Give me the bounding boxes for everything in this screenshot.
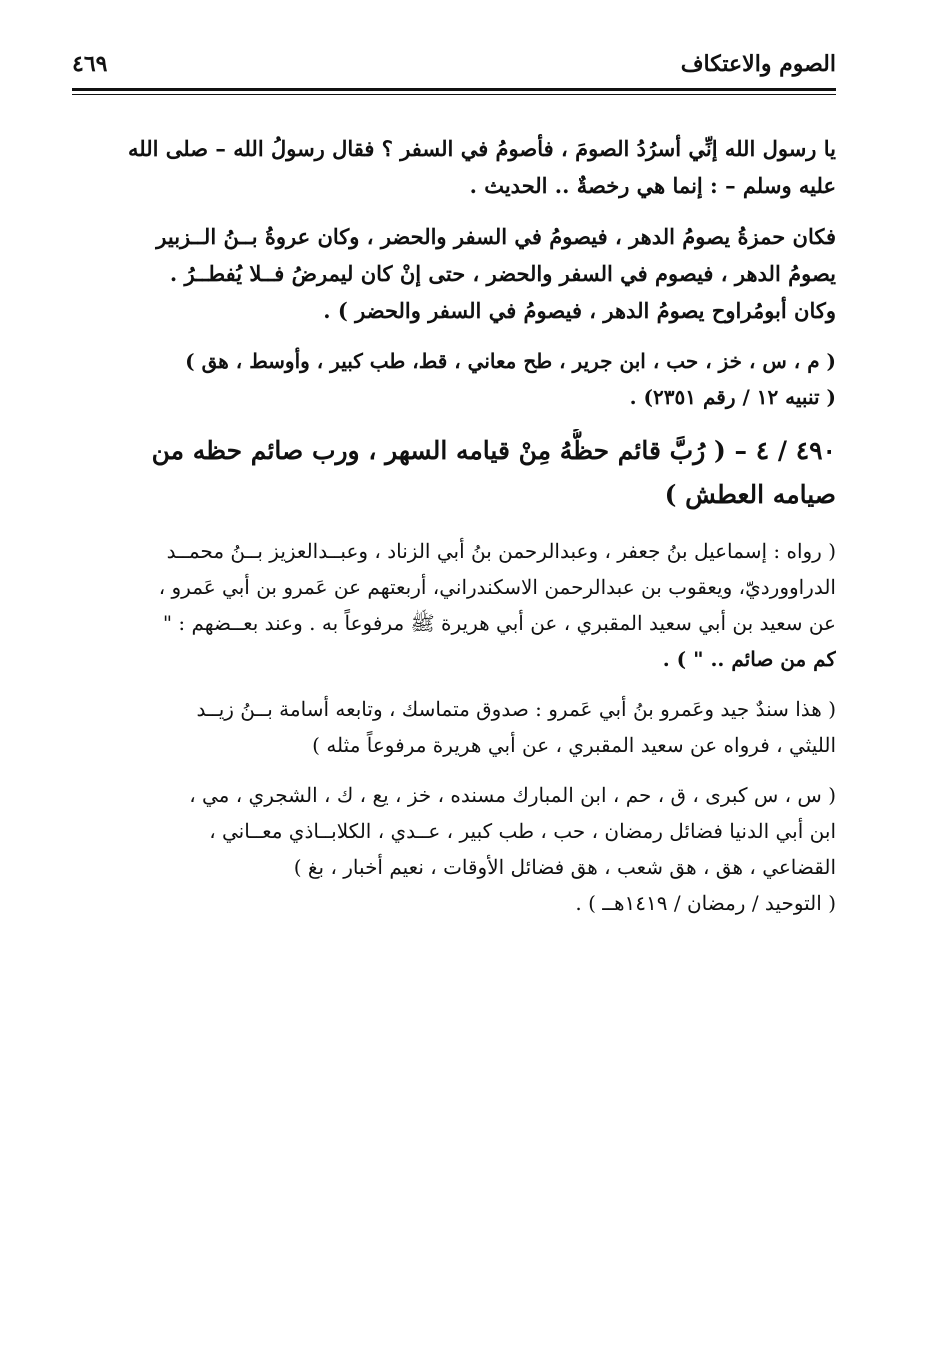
text-line: يا رسول الله إنِّي أسرُدُ الصومَ ، فأصومُ في السفر ؟ فقال رسولُ الله – صلى الله [128,136,836,161]
text-line: وكان أبومُراوح يصومُ الدهر ، فيصومُ في السفر والحضر ) . [323,298,836,323]
text-line: عن سعيد بن أبي سعيد المقبري ، عن أبي هريرة ﷺ مرفوعاً به . وعند بعــضهم : " [162,611,836,635]
text-line: ( هذا سندٌ جيد وعَمرو بنُ أبي عَمرو : صدوق متماسك ، وتابعه أسامة بــنُ زيــد [196,697,836,721]
text-line: ابن أبي الدنيا فضائل رمضان ، حب ، طب كبير ، عــدي ، الكلابــاذي معــاني ، [209,819,836,843]
sources-paragraph [72,343,836,415]
page-header [72,44,836,84]
text-line: ( س ، س كبرى ، ق ، حم ، ابن المبارك مسنده ، خز ، يع ، ك ، الشجري ، مي ، [189,783,836,807]
text-line: ٤٩٠ / ٤ – ( رُبَّ قائم حظُّهُ مِنْ قيامه السهر ، ورب صائم حظه من [151,436,836,465]
hadith-heading [72,429,836,517]
text-line: ( التوحيد / رمضان / ١٤١٩هــ ) . [575,891,836,915]
grading-paragraph [72,691,836,763]
hadith-continuation [72,130,836,204]
transmission-paragraph [72,533,836,677]
header-rule-thick [72,88,836,91]
text-line: ( رواه : إسماعيل بنُ جعفر ، وعبدالرحمن بنُ أبي الزناد ، وعبــدالعزيز بــنُ محمــد [166,539,836,563]
text-line: كم من صائم .. " ) . [662,647,836,671]
header-rule-thin [72,94,836,95]
text-line: عليه وسلم – : إنما هي رخصةٌ .. الحديث . [469,173,836,198]
chapter-title: الصوم والاعتكاف [680,51,836,77]
text-line: صيامه العطش ) [664,480,836,509]
text-line: يصومُ الدهر ، فيصوم في السفر والحضر ، حتى إنْ كان ليمرضُ فــلا يُفطــرُ . [169,261,836,286]
text-line: فكان حمزةُ يصومُ الدهر ، فيصومُ في السفر والحضر ، وكان عروةُ بــنُ الــزبير [156,224,836,249]
references-paragraph [72,777,836,921]
page-body [72,130,836,935]
text-line: ( م ، س ، خز ، حب ، ابن جرير ، طح معاني ، قط، طب كبير ، وأوسط ، هق ) [185,349,836,373]
text-line: القضاعي ، هق ، هق شعب ، هق فضائل الأوقات ، نعيم أخبار ، بغ ) [293,855,836,879]
text-line: ( تنبيه ١٢ / رقم ٢٣٥١) . [629,385,836,409]
text-line: الليثي ، فرواه عن سعيد المقبري ، عن أبي هريرة مرفوعاً مثله ) [312,733,836,757]
text-line: الدراوورديّ، ويعقوب بن عبدالرحمن الاسكندراني، أربعتهم عن عَمرو بن أبي عَمرو ، [158,575,836,599]
page-number: ٤٦٩ [72,51,108,77]
narration-paragraph [72,218,836,329]
